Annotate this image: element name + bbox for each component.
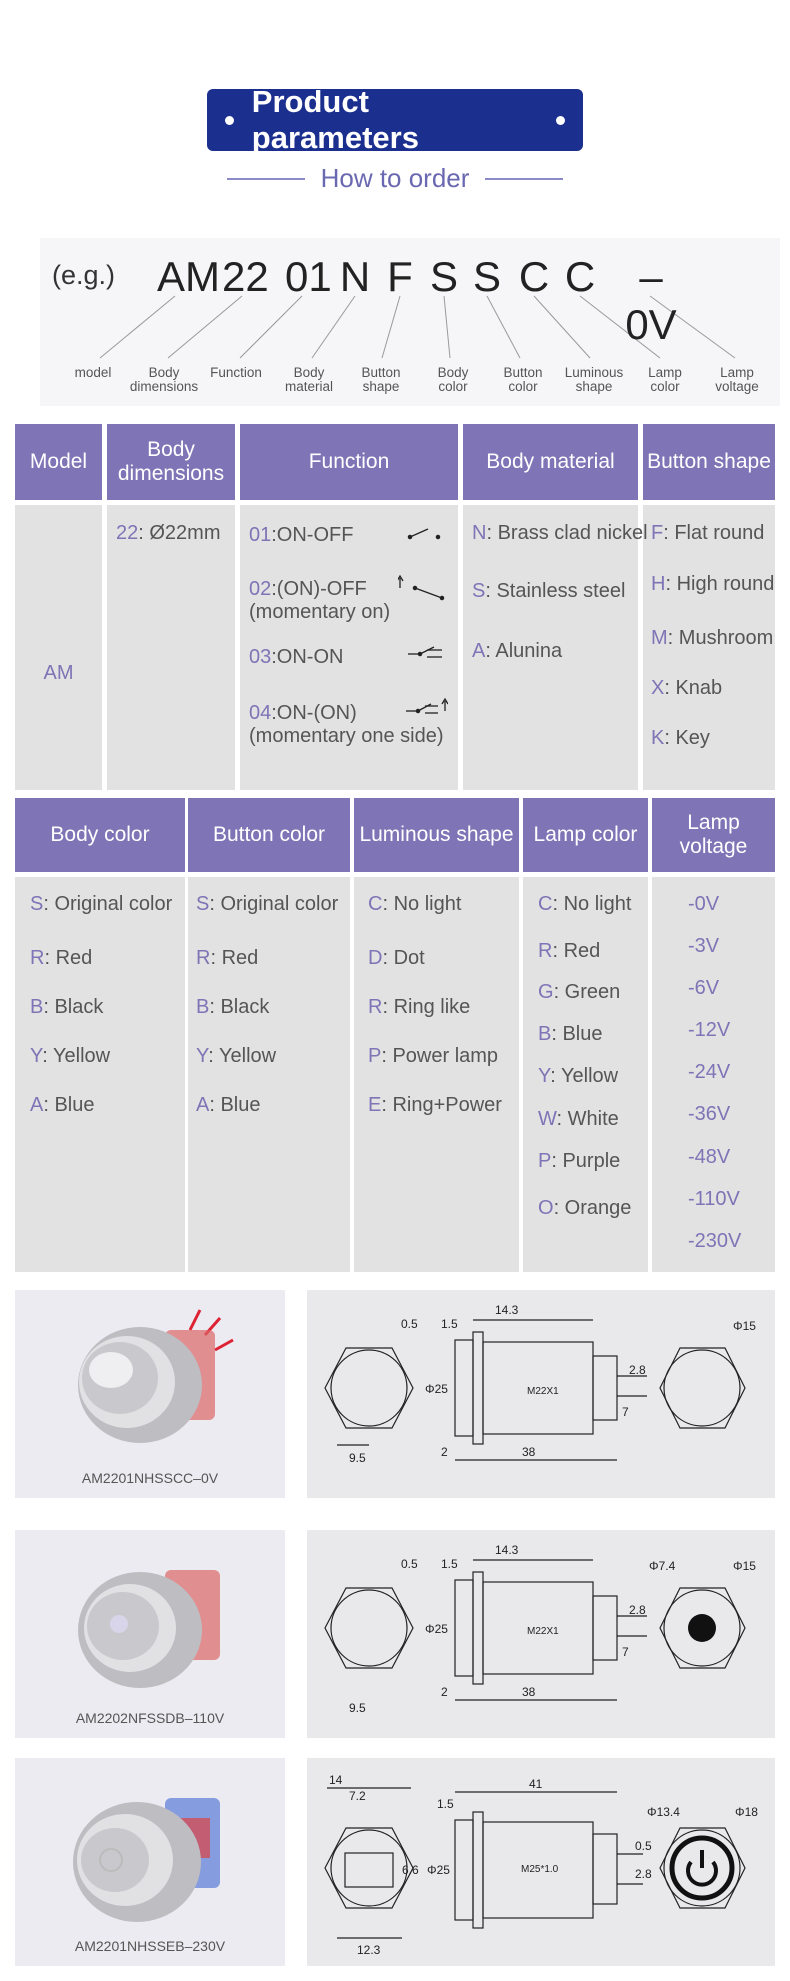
product-drawing: [307, 1290, 775, 1498]
voltage-item: -3V: [688, 935, 720, 957]
lamp-color-item: G: Green: [538, 981, 621, 1003]
dim-label: Φ18: [735, 1805, 758, 1819]
lamp-color-item: C: No light: [538, 893, 632, 915]
product-caption: AM2201NHSSEB–230V: [74, 1938, 226, 1954]
button-color-item: R: Red: [196, 947, 259, 969]
dim-label: M22X1: [527, 1626, 559, 1637]
dim-label: 0.5: [635, 1839, 652, 1853]
dim-label: 7: [622, 1405, 629, 1419]
dim-label: Φ25: [425, 1622, 448, 1636]
dim-label: 1.5: [441, 1317, 458, 1331]
dim-label: M25*1.0: [521, 1864, 559, 1875]
code-dimensions: 22: [222, 253, 269, 300]
function-item: 01:ON-OFF: [249, 524, 354, 546]
shape-item: M: Mushroom: [651, 627, 774, 649]
dim-label: 2.8: [629, 1363, 646, 1377]
voltage-item: -36V: [688, 1103, 731, 1125]
dim-label: Φ15: [733, 1559, 756, 1573]
button-color-item: A: Blue: [196, 1094, 261, 1116]
button-color-item: Y: Yellow: [196, 1045, 277, 1067]
lamp-color-item: O: Orange: [538, 1197, 632, 1219]
header-body-dimensions: Body dimensions: [107, 424, 235, 500]
shape-item: X: Knab: [651, 677, 723, 699]
header-button-shape: Button shape: [643, 424, 775, 500]
code-lamp-color: C: [564, 253, 596, 300]
code-button-color: S: [472, 253, 501, 300]
code-function: 01: [285, 253, 332, 300]
switch-symbol-icons: [398, 520, 448, 735]
divider: [227, 178, 305, 180]
dimension-drawing-icon: [307, 1758, 775, 1966]
luminous-item: P: Power lamp: [368, 1045, 499, 1067]
dim-label: Φ15: [733, 1319, 756, 1333]
voltage-item: -230V: [688, 1230, 742, 1252]
model-column: [15, 505, 102, 790]
header-function: Function: [240, 424, 458, 500]
body-color-item: Y: Yellow: [30, 1045, 111, 1067]
dim-label: 7: [622, 1645, 629, 1659]
header-body-material: Body material: [463, 424, 638, 500]
luminous-item: D: Dot: [368, 947, 425, 969]
product-caption: AM2201NHSSCC–0V: [81, 1470, 219, 1486]
code-button-shape: F: [387, 253, 413, 300]
dim-label: 38: [522, 1445, 536, 1459]
dim-label: 2: [441, 1685, 448, 1699]
voltage-item: -12V: [688, 1019, 731, 1041]
dim-label: 38: [522, 1685, 536, 1699]
code-luminous-shape: C: [518, 253, 550, 300]
lamp-color-item: W: White: [538, 1108, 619, 1130]
body-color-item: B: Black: [30, 996, 104, 1018]
dim-label: 0.5: [401, 1557, 418, 1571]
bullet-icon: [556, 116, 565, 125]
dim-label: M22X1: [527, 1386, 559, 1397]
voltage-item: -48V: [688, 1146, 731, 1168]
subtitle: [0, 163, 790, 194]
title-badge: [207, 84, 583, 155]
lamp-color-item: P: Purple: [538, 1150, 621, 1172]
body-color-item: A: Blue: [30, 1094, 95, 1116]
label-model: model: [74, 365, 112, 380]
dim-label: 6.6: [402, 1863, 419, 1877]
model-value: AM: [43, 662, 74, 684]
header-lamp-voltage: Lamp voltage: [652, 798, 775, 872]
dim-label: 9.5: [349, 1451, 366, 1465]
dim-label: Φ7.4: [649, 1559, 676, 1573]
header-lamp-color: Lamp color: [523, 798, 648, 872]
dim-label: 2.8: [635, 1867, 652, 1881]
lamp-color-item: R: Red: [538, 940, 601, 962]
dim-label: 2: [441, 1445, 448, 1459]
dim-label: 14.3: [495, 1303, 519, 1317]
page-title: Product parameters: [251, 84, 419, 155]
dimension-drawing-icon: [307, 1290, 775, 1498]
function-item: 04:ON-(ON) (momentary one side): [249, 702, 444, 747]
luminous-column: [354, 877, 519, 1272]
code-lamp-voltage: –0V: [625, 253, 677, 348]
dim-label: Φ25: [425, 1382, 448, 1396]
label-function: Function: [210, 365, 262, 380]
function-item: 03:ON-ON: [249, 646, 344, 668]
dimensions-column: [107, 505, 235, 790]
dim-label: 7.2: [349, 1789, 366, 1803]
body-color-item: S: Original color: [30, 893, 173, 915]
button-color-column: [188, 877, 350, 1272]
dim-label: 9.5: [349, 1701, 366, 1715]
material-item: N: Brass clad nickel: [472, 522, 648, 544]
material-item: S: Stainless steel: [472, 580, 626, 602]
switch-photo-icon: [15, 1758, 285, 1966]
luminous-item: C: No light: [368, 893, 462, 915]
lamp-color-item: B: Blue: [538, 1023, 603, 1045]
example-label: (e.g.): [52, 260, 116, 290]
product-photo: [15, 1530, 285, 1738]
label-lamp-voltage: Lamp voltage: [715, 365, 759, 394]
label-luminous-shape: Luminous shape: [564, 365, 624, 394]
product-photo: [15, 1290, 285, 1498]
header-button-color: Button color: [188, 798, 350, 872]
label-body-color: Body color: [437, 365, 469, 394]
dim-label: Φ25: [427, 1863, 450, 1877]
header-body-color: Body color: [15, 798, 185, 872]
voltage-item: -6V: [688, 977, 720, 999]
shape-item: K: Key: [651, 727, 710, 749]
dim-label: 1.5: [441, 1557, 458, 1571]
material-item: A: Alunina: [472, 640, 563, 662]
luminous-item: E: Ring+Power: [368, 1094, 502, 1116]
dim-label: 14.3: [495, 1543, 519, 1557]
voltage-item: -110V: [688, 1188, 740, 1210]
function-item: 02:(ON)-OFF (momentary on): [249, 578, 391, 623]
dimension-drawing-icon: [307, 1530, 775, 1738]
header-luminous-shape: Luminous shape: [354, 798, 519, 872]
shape-item: F: Flat round: [651, 522, 765, 544]
code-material: N: [339, 253, 371, 300]
code-model: AM: [157, 253, 220, 300]
dim-label: Φ13.4: [647, 1805, 680, 1819]
luminous-item: R: Ring like: [368, 996, 471, 1018]
subtitle-text: How to order: [320, 163, 470, 193]
dim-label: 41: [529, 1777, 543, 1791]
button-color-item: S: Original color: [196, 893, 339, 915]
code-body-color: S: [429, 253, 458, 300]
body-color-column: [15, 877, 185, 1272]
label-body-dimensions: Body dimensions: [129, 365, 199, 394]
body-color-item: R: Red: [30, 947, 93, 969]
dim-label: 14: [329, 1773, 343, 1787]
lamp-color-item: Y: Yellow: [538, 1065, 619, 1087]
dim-label: 12.3: [357, 1943, 381, 1957]
divider: [485, 178, 563, 180]
dim-label: 2.8: [629, 1603, 646, 1617]
switch-photo-icon: [15, 1530, 285, 1738]
product-drawing: [307, 1530, 775, 1738]
bullet-icon: [225, 116, 234, 125]
button-color-item: B: Black: [196, 996, 270, 1018]
dim-label: 0.5: [401, 1317, 418, 1331]
product-caption: AM2202NFSSDB–110V: [75, 1710, 225, 1726]
dim-label: 1.5: [437, 1797, 454, 1811]
label-body-material: Body material: [284, 365, 333, 394]
product-drawing: [307, 1758, 775, 1966]
label-button-shape: Button shape: [361, 365, 401, 394]
voltage-item: -0V: [688, 893, 720, 915]
label-button-color: Button color: [503, 365, 543, 394]
voltage-item: -24V: [688, 1061, 731, 1083]
header-model: Model: [15, 424, 102, 500]
shape-item: H: High round: [651, 573, 775, 595]
label-lamp-color: Lamp color: [648, 365, 682, 394]
switch-photo-icon: [15, 1290, 285, 1498]
dimension-item: 22: Ø22mm: [116, 522, 221, 544]
product-photo: [15, 1758, 285, 1966]
